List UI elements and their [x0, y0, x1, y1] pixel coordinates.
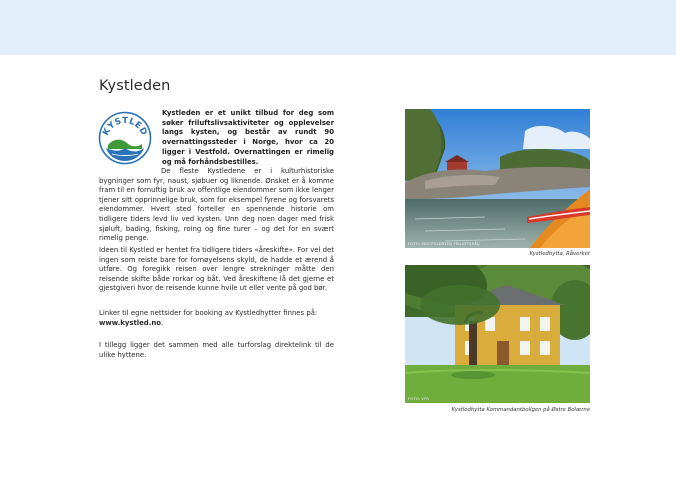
photo-caption: Kystledhytta Kommandantboligen på Østre Bolærne	[451, 407, 590, 413]
kystled-logo	[98, 111, 152, 165]
photo-coast-kayak	[405, 109, 590, 248]
photo-yellow-house	[405, 265, 590, 403]
kystled-link[interactable]: www.kystled.no	[99, 318, 161, 327]
paragraph-links	[99, 309, 334, 328]
paragraph-history: Ideen til Kystled er hentet fra tidligere tiders «åreskifte». For vel det ingen som reiste bare for fornøyelsens skyld, de hadde et ærend å utføre. Og foregikk reisen over lengre strekninger måtte den reisende skifte både rorkar og båt. Ved åreskiftene lå det gjerne et gjestgiveri hvor de reisende kunne hvile ut eller vente på god bør.	[99, 246, 334, 293]
links-text: Linker til egne nettsider for booking av Kystledhytter finnes på:	[99, 309, 318, 317]
photo-caption: Kystledhytta, Råverket	[529, 251, 590, 257]
logo-text: KYSTLED	[101, 115, 149, 138]
photo-credit: FOTO: VFR	[408, 397, 430, 401]
paragraph-direct-links: I tillegg ligger det sammen med alle turforslag direktelink til de ulike hyttene.	[99, 341, 334, 359]
intro-text: Kystleden er et unikt tilbud for deg som søker friluftslivsaktiviteter og opplevelser langs kysten, og består av rundt 90 overnattingssteder i Norge, hvor ca 20 ligger i Vestfold. Overnattingen er rimelig og må forhåndsbestilles.	[162, 109, 334, 166]
top-banner	[0, 0, 676, 55]
paragraph-buildings: De fleste Kystledene er i kulturhistoriske bygninger som fyr, naust, sjøbuer og liknende. Ønsket er å komme fram til en fornuftig bruk av offentlige eiendommer som ikke lenger tjener sitt opprinnelige bruk, som for eksempel fyrene og forsvarets eiendommer. Hvert sted forteller en spennende historie om tidligere tiders levd liv ved kysten. Unn deg noen dager med frisk sjøluft, bading, fisking, roing og fine turer – og det for en svært rimelig penge.	[99, 167, 334, 243]
photo-credit: FOTO: VESTFOLDBYEN FRILUFTSRÅD	[408, 242, 480, 246]
links-end: .	[160, 318, 164, 327]
page-title: Kystleden	[99, 78, 171, 94]
